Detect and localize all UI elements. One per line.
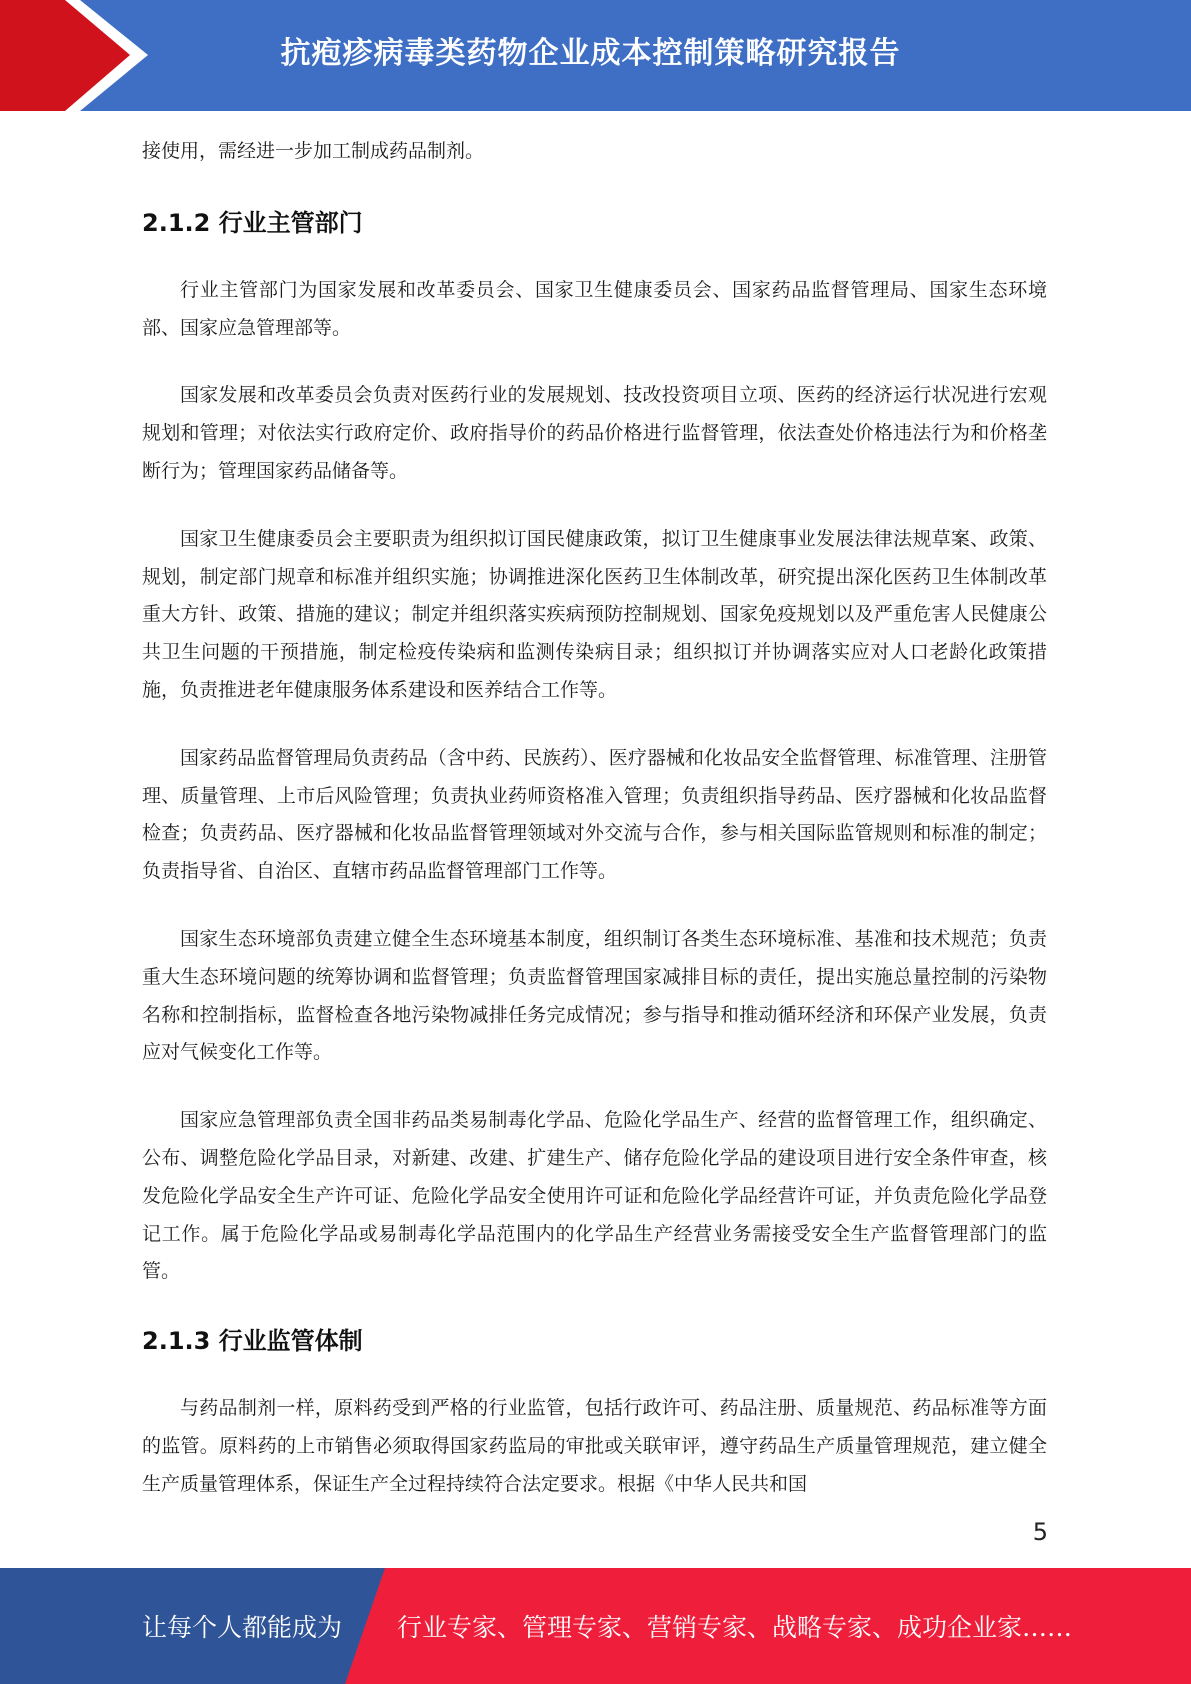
paragraph: 国家药品监督管理局负责药品（含中药、民族药）、医疗器械和化妆品安全监督管理、标准管理、注册管理、质量管理、上市后风险管理；负责执业药师资格准入管理；负责组织指导药品、医疗器械和化妆品监督检查；负责药品、医疗器械和化妆品监督管理领域对外交流与合作，参与相关国际监管规则和标准的制定；负责指导省、自治区、直辖市药品监督管理部门工作等。 xyxy=(142,746,1047,883)
red-chevron-icon xyxy=(0,0,160,111)
report-title: 抗疱疹病毒类药物企业成本控制策略研究报告 xyxy=(280,36,901,71)
footer-slogan-left: 让每个人都能成为 xyxy=(142,1613,343,1642)
paragraph: 国家卫生健康委员会主要职责为组织拟订国民健康政策，拟订卫生健康事业发展法律法规草案、政策、规划，制定部门规章和标准并组织实施；协调推进深化医药卫生体制改革，研究提出深化医药卫生体制改革重大方针、政策、措施的建议；制定并组织落实疾病预防控制规划、国家免疫规划以及严重危害人民健康公共卫生问题的干预措施，制定检疫传染病和监测传染病目录；组织拟订并协调落实应对人口老龄化政策措施，负责推进老年健康服务体系建设和医养结合工作等。 xyxy=(142,527,1047,701)
section-heading-2-1-3: 2.1.3 行业监管体制 xyxy=(142,1327,363,1356)
paragraph: 与药品制剂一样，原料药受到严格的行业监管，包括行政许可、药品注册、质量规范、药品标准等方面的监管。原料药的上市销售必须取得国家药监局的审批或关联审评，遵守药品生产质量管理规范，建立健全生产质量管理体系，保证生产全过程持续符合法定要求。根据《中华人民共和国 xyxy=(142,1397,1047,1495)
continued-paragraph: 接使用，需经进一步加工制成药品制剂。 xyxy=(142,140,485,162)
paragraph: 国家发展和改革委员会负责对医药行业的发展规划、技改投资项目立项、医药的经济运行状况进行宏观规划和管理；对依法实行政府定价、政府指导价的药品价格进行监督管理，依法查处价格违法行为和价格垄断行为；管理国家药品储备等。 xyxy=(142,384,1047,482)
footer-band xyxy=(0,1568,1191,1684)
paragraph: 行业主管部门为国家发展和改革委员会、国家卫生健康委员会、国家药品监督管理局、国家生态环境部、国家应急管理部等。 xyxy=(142,278,1047,339)
paragraph: 国家生态环境部负责建立健全生态环境基本制度，组织制订各类生态环境标准、基准和技术规范；负责重大生态环境问题的统筹协调和监督管理；负责监督管理国家减排目标的责任，提出实施总量控制的污染物名称和控制指标，监督检查各地污染物减排任务完成情况；参与指导和推动循环经济和环保产业发展，负责应对气候变化工作等。 xyxy=(142,927,1047,1064)
footer-slogan-right: 行业专家、管理专家、营销专家、战略专家、成功企业家…… xyxy=(397,1613,1073,1642)
section-heading-2-1-2: 2.1.2 行业主管部门 xyxy=(142,208,363,237)
paragraph: 国家应急管理部负责全国非药品类易制毒化学品、危险化学品生产、经营的监督管理工作，组织确定、公布、调整危险化学品目录，对新建、改建、扩建生产、储存危险化学品的建设项目进行安全条件审查，核发危险化学品安全生产许可证、危险化学品安全使用许可证和危险化学品经营许可证，并负责危险化学品登记工作。属于危险化学品或易制毒化学品范围内的化学品生产经营业务需接受安全生产监督管理部门的监管。 xyxy=(142,1109,1047,1283)
report-header-band xyxy=(0,0,1191,111)
page-number: 5 xyxy=(1032,1518,1048,1546)
page-content xyxy=(142,133,1047,1504)
